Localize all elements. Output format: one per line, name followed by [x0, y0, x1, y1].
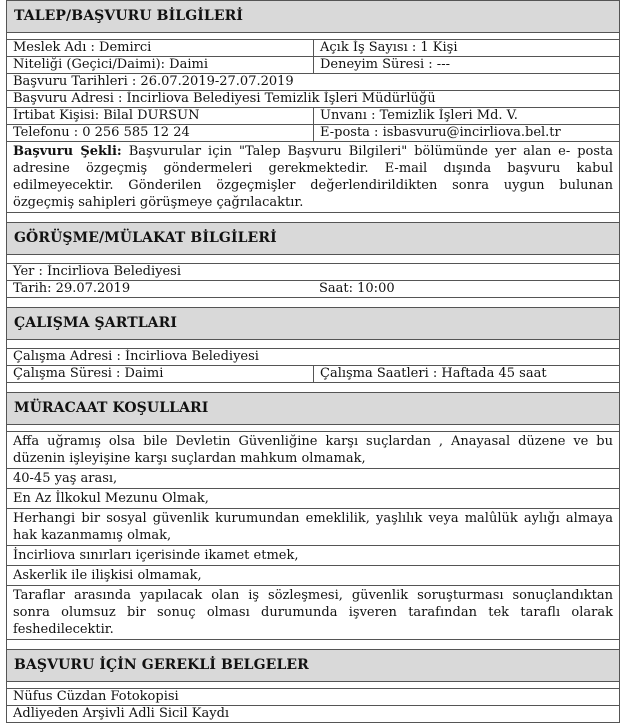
muracaat-item: 40-45 yaş arası,: [7, 469, 619, 489]
section-header-talep: TALEP/BAŞVURU BİLGİLERİ: [7, 1, 619, 33]
spacer: [7, 340, 619, 349]
irtibat-field: İrtibat Kişisi: Bilal DURSUN: [13, 108, 200, 123]
spacer: [7, 33, 619, 40]
basvuru-tarih-field: Başvuru Tarihleri : 26.07.2019-27.07.2019: [13, 74, 294, 89]
telefon-field: Telefonu : 0 256 585 12 24: [13, 125, 190, 140]
eposta-field: E-posta : isbasvuru@incirliova.bel.tr: [313, 125, 619, 141]
basvuru-sekli-text: Başvurular için "Talep Başvuru Bilgileri" bölümünde yer alan e- posta adresine özgeçmiş göndermeleri gerekmektedir. E-mail dışında başvuru kabul edilmeyecektir. Gönderilen özgeçmişler değerlendirildikten sonra uygun bulunan özgeçmiş sahipleri görüşmeye çağrılacaktır.: [13, 144, 613, 210]
muracaat-item: Herhangi bir sosyal güvenlik kurumundan emeklilik, yaşlılık veya malûlük aylığı almaya hak kazanmamış olmak,: [7, 509, 619, 546]
belge-item: [7, 689, 619, 706]
row-nitelik: [7, 57, 619, 74]
spacer: [7, 640, 619, 650]
gorusme-tarih-field: Tarih: 29.07.2019: [13, 281, 131, 296]
basvuru-sekli-label: Başvuru Şekli:: [13, 144, 122, 159]
unvan-field: Unvanı : Temizlik İşleri Md. V.: [313, 108, 619, 124]
spacer: [7, 425, 619, 432]
row-irtibat: [7, 108, 619, 125]
basvuru-sekli-paragraph: [7, 142, 619, 213]
spacer: [7, 298, 619, 308]
muracaat-item: Taraflar arasında yapılacak olan iş sözleşmesi, güvenlik soruşturması sonuçlandıktan sonra olumsuz bir sonuç olması durumunda işveren tarafından tek taraflı olarak feshedilecektir.: [7, 586, 619, 640]
acik-is-field: Açık İş Sayısı : 1 Kişi: [313, 40, 619, 56]
muracaat-item: Affa uğramış olsa bile Devletin Güvenliğine karşı suçlardan , Anayasal düzene ve bu düzenin işleyişine karşı suçlardan mahkum olmamak,: [7, 432, 619, 469]
row-yer: [7, 264, 619, 281]
belge-item-label: Nüfus Cüzdan Fotokopisi: [13, 689, 179, 704]
muracaat-item: İncirliova sınırları içerisinde ikamet etmek,: [7, 546, 619, 566]
section-header-gorusme: GÖRÜŞME/MÜLAKAT BİLGİLERİ: [7, 223, 619, 255]
spacer: [7, 383, 619, 393]
section-header-muracaat: MÜRACAAT KOŞULLARI: [7, 393, 619, 425]
calisma-sure-field: Çalışma Süresi : Daimi: [13, 366, 164, 381]
row-meslek: [7, 40, 619, 57]
row-tarih: [7, 74, 619, 91]
job-posting-document: [6, 0, 620, 723]
nitelik-field: Niteliği (Geçici/Daimi): Daimi: [13, 57, 208, 72]
spacer: [7, 213, 619, 223]
calisma-saat-field: Çalışma Saatleri : Haftada 45 saat: [313, 366, 619, 382]
muracaat-item: En Az İlkokul Mezunu Olmak,: [7, 489, 619, 509]
row-telefon: [7, 125, 619, 142]
calisma-adres-field: Çalışma Adresi : İncirliova Belediyesi: [13, 349, 259, 364]
section-header-belgeler: BAŞVURU İÇİN GEREKLİ BELGELER: [7, 650, 619, 682]
gorusme-yer-field: Yer : İncirliova Belediyesi: [13, 264, 181, 279]
spacer: [7, 255, 619, 264]
row-calisma-adres: [7, 349, 619, 366]
muracaat-item: Askerlik ile ilişkisi olmamak,: [7, 566, 619, 586]
meslek-field: Meslek Adı : Demirci: [13, 40, 152, 55]
basvuru-adres-field: Başvuru Adresi : İncirliova Belediyesi Temizlik İşleri Müdürlüğü: [13, 91, 436, 106]
row-adres: [7, 91, 619, 108]
row-gorusme-tarih: [7, 281, 619, 298]
deneyim-field: Deneyim Süresi : ---: [313, 57, 619, 73]
gorusme-saat-field: Saat: 10:00: [319, 281, 395, 296]
row-calisma-sure: [7, 366, 619, 383]
belge-item: [7, 706, 619, 723]
section-header-calisma: ÇALIŞMA ŞARTLARI: [7, 308, 619, 340]
belge-item-label: Adliyeden Arşivli Adli Sicil Kaydı: [13, 706, 230, 721]
spacer: [7, 682, 619, 689]
